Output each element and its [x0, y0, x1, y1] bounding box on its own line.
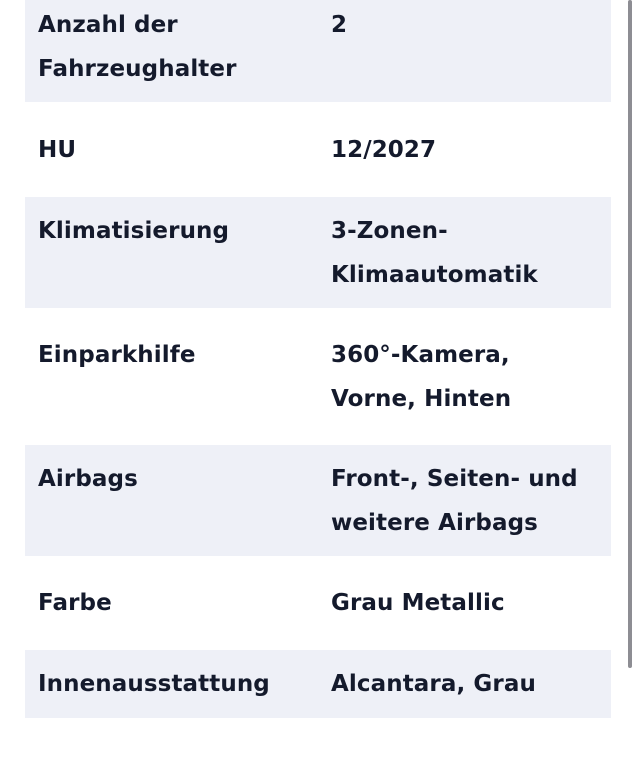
spec-row-color: [25, 556, 611, 650]
spec-row-climate: [25, 197, 611, 308]
spec-label: Anzahl der Fahrzeughalter: [38, 12, 237, 82]
spec-label: Einparkhilfe: [38, 342, 196, 368]
spec-value: 2: [331, 12, 348, 38]
spec-row-hu: [25, 102, 611, 197]
spec-label: Airbags: [38, 466, 138, 492]
spec-value: 12/2027: [331, 137, 437, 163]
spec-label: HU: [38, 137, 77, 163]
spec-value: Front-, Seiten- und weitere Airbags: [331, 466, 578, 536]
spec-row-parking: [25, 308, 611, 445]
specs-table: [25, 0, 611, 718]
spec-row-owners: [25, 0, 611, 102]
spec-label: Farbe: [38, 590, 112, 616]
spec-label: Innenausstattung: [38, 671, 270, 697]
scrollbar[interactable]: [628, 0, 632, 668]
spec-label: Klimatisierung: [38, 218, 230, 244]
spec-row-airbags: [25, 445, 611, 556]
spec-value: 360°-Kamera, Vorne, Hinten: [331, 342, 512, 412]
spec-value: Grau Metallic: [331, 590, 505, 616]
spec-value: 3-Zonen-Klimaautomatik: [331, 218, 538, 288]
spec-row-interior: [25, 650, 611, 718]
spec-value: Alcantara, Grau: [331, 671, 536, 697]
